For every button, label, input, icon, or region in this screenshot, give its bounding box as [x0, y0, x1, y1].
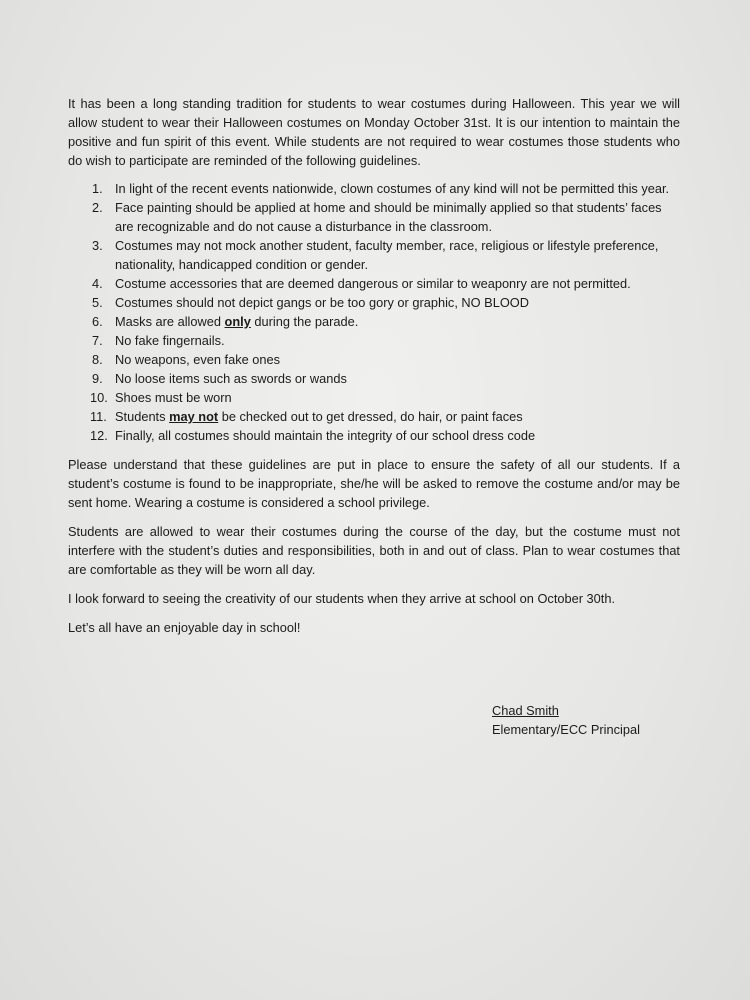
item-number: 7. — [92, 333, 103, 348]
item-number: 8. — [92, 352, 103, 367]
item-text-after: be checked out to get dressed, do hair, or paint faces — [218, 409, 523, 424]
list-item — [68, 198, 680, 236]
list-item — [68, 274, 680, 293]
item-number: 12. — [90, 428, 108, 443]
closing-paragraph: Let’s all have an enjoyable day in school! — [68, 620, 301, 635]
item-text — [115, 409, 523, 424]
forward-paragraph: I look forward to seeing the creativity of our students when they arrive at school on October 30th. — [68, 591, 616, 606]
signer-title: Elementary/ECC Principal — [492, 722, 640, 737]
letter-body — [68, 94, 680, 647]
list-item — [68, 350, 680, 369]
item-number: 10. — [90, 390, 108, 405]
item-emphasis: may not — [169, 409, 219, 424]
item-text: Costumes may not mock another student, faculty member, race, religious or lifestyle preference, nationality, handicapped condition or gender. — [115, 238, 659, 272]
list-item — [68, 369, 680, 388]
duties-paragraph: Students are allowed to wear their costumes during the course of the day, but the costume must not interfere with the student’s duties and responsibilities, both in and out of class. Plan to wear costumes that are comfortable as they will be worn all day. — [68, 524, 680, 577]
item-text — [115, 314, 358, 329]
item-text-before: Students — [115, 409, 170, 424]
item-number: 5. — [92, 295, 103, 310]
list-item — [68, 312, 680, 331]
signer-name: Chad Smith — [492, 703, 559, 718]
item-number: 6. — [92, 314, 103, 329]
item-text: Face painting should be applied at home and should be minimally applied so that students’ faces are recognizable and do not cause a disturbance in the classroom. — [115, 200, 662, 234]
list-item — [68, 179, 680, 198]
item-text: Costume accessories that are deemed dangerous or similar to weaponry are not permitted. — [115, 276, 631, 291]
item-number: 3. — [92, 238, 103, 253]
item-number: 4. — [92, 276, 103, 291]
item-number: 9. — [92, 371, 103, 386]
item-text: No weapons, even fake ones — [115, 352, 281, 367]
item-text: No loose items such as swords or wands — [115, 371, 347, 386]
list-item — [68, 236, 680, 274]
item-text-after: during the parade. — [250, 314, 359, 329]
item-number: 1. — [92, 181, 103, 196]
list-item — [68, 407, 680, 426]
item-text: Shoes must be worn — [115, 390, 232, 405]
item-text: Finally, all costumes should maintain the integrity of our school dress code — [115, 428, 536, 443]
item-text: In light of the recent events nationwide, clown costumes of any kind will not be permitted this year. — [115, 181, 670, 196]
item-emphasis: only — [224, 314, 251, 329]
intro-paragraph: It has been a long standing tradition for students to wear costumes during Halloween. This year we will allow student to wear their Halloween costumes on Monday October 31st. It is our intention to maintain the positive and fun spirit of this event. While students are not required to wear costumes those students who do wish to participate are reminded of the following guidelines. — [68, 96, 680, 168]
item-number: 2. — [92, 200, 103, 215]
list-item — [68, 293, 680, 312]
guidelines-list — [68, 179, 680, 445]
list-item — [68, 426, 680, 445]
signature-block — [492, 701, 640, 739]
list-item — [68, 331, 680, 350]
item-text: No fake fingernails. — [115, 333, 225, 348]
item-number: 11. — [90, 409, 107, 424]
item-text-before: Masks are allowed — [115, 314, 225, 329]
item-text: Costumes should not depict gangs or be too gory or graphic, NO BLOOD — [115, 295, 529, 310]
list-item — [68, 388, 680, 407]
safety-paragraph: Please understand that these guidelines are put in place to ensure the safety of all our students. If a student’s costume is found to be inappropriate, she/he will be asked to remove the costume and/or may be sent home. Wearing a costume is considered a school privilege. — [68, 457, 680, 510]
